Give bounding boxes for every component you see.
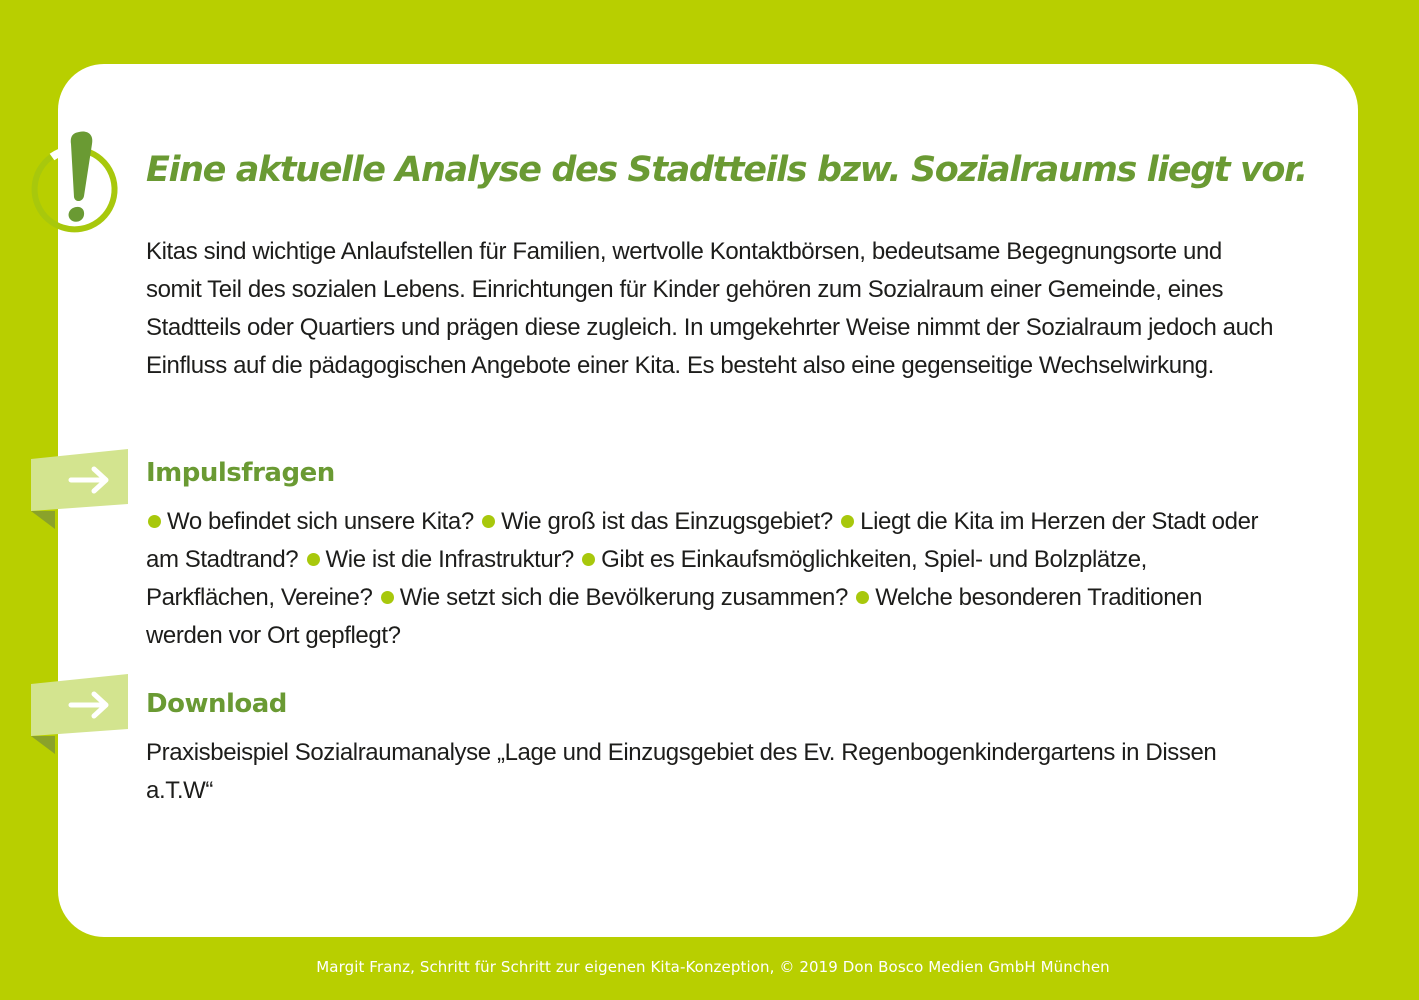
bullet-icon <box>148 515 161 528</box>
arrow-right-icon <box>31 449 128 529</box>
question-item: Welche besonderen Traditionen werden vor Ort gepflegt? <box>146 584 1203 649</box>
arrow-right-icon <box>31 674 128 754</box>
question-item: Wie groß ist das Einzugsgebiet? <box>501 508 833 535</box>
bullet-icon <box>582 553 595 566</box>
bullet-icon <box>381 591 394 604</box>
bullet-icon <box>856 591 869 604</box>
download-heading: Download <box>146 689 287 719</box>
question-item: Wie setzt sich die Bevölkerung zusammen? <box>399 584 848 611</box>
impulse-questions <box>146 503 1276 655</box>
question-item: Liegt die Kita im Herzen der Stadt oder am Stadtrand? <box>146 508 1259 573</box>
page-title: Eine aktuelle Analyse des Stadtteils bzw. Sozialraums liegt vor. <box>146 150 1307 190</box>
question-item: Wo befindet sich unsere Kita? <box>167 508 474 535</box>
question-item: Gibt es Einkaufsmöglichkeiten, Spiel- und Bolzplätze, Parkflächen, Vereine? <box>146 546 1147 611</box>
bullet-icon <box>841 515 854 528</box>
footer-credit: Margit Franz, Schritt für Schritt zur eigenen Kita-Konzeption, © 2019 Don Bosco Medien GmbH München <box>316 958 1110 976</box>
bullet-icon <box>307 553 320 566</box>
bullet-icon <box>482 515 495 528</box>
intro-paragraph: Kitas sind wichtige Anlaufstellen für Familien, wertvolle Kontaktbörsen, bedeutsame Begegnungsorte und somit Teil des sozialen Lebens. Einrichtungen für Kinder gehören zum Sozialraum einer Gemeinde, eines Stadtteils oder Quartiers und prägen diese zugleich. In umgekehrter Weise nimmt der Sozialraum jedoch auch Einfluss auf die pädagogischen Angebote einer Kita. Es besteht also eine gegenseitige Wechselwirkung. <box>146 238 1274 379</box>
download-link[interactable]: Praxisbeispiel Sozialraumanalyse „Lage und Einzugsgebiet des Ev. Regenbogenkindergartens in Dissen a.T.W“ <box>146 739 1217 804</box>
impulsfragen-heading: Impulsfragen <box>146 458 335 488</box>
question-item: Wie ist die Infrastruktur? <box>325 546 574 573</box>
exclamation-icon <box>24 126 128 246</box>
